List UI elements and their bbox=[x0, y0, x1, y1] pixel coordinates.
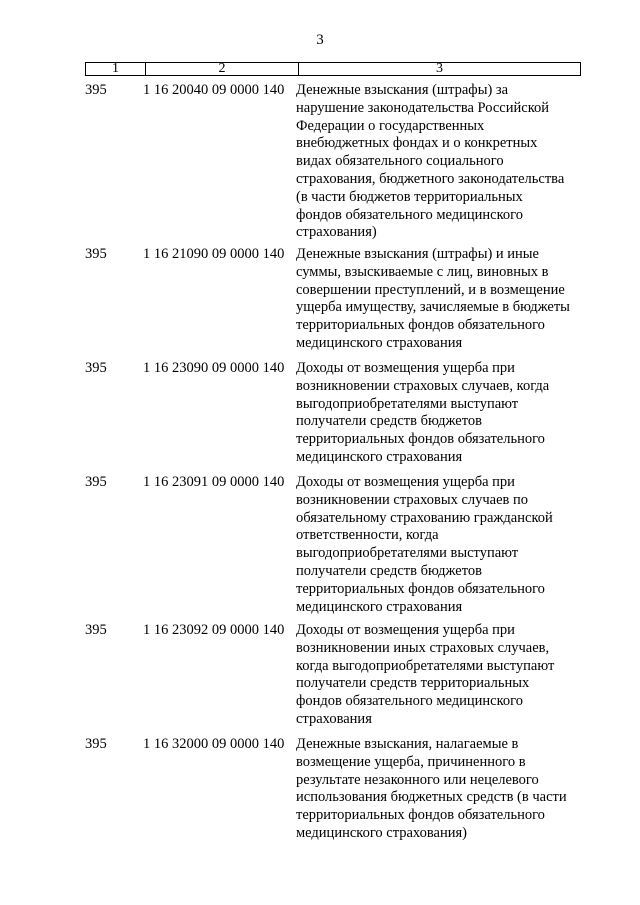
revenue-description bbox=[296, 736, 586, 843]
description-line: результате незаконного или нецелевого bbox=[296, 771, 539, 788]
admin-code: 395 bbox=[85, 474, 107, 490]
description-line: нарушение законодательства Российской bbox=[296, 99, 550, 116]
column-header-row bbox=[85, 62, 581, 76]
description-line: использования бюджетных средств (в части bbox=[296, 789, 567, 806]
description-line: выгодоприобретателями выступают bbox=[296, 545, 519, 562]
description-line: медицинского страхования bbox=[296, 598, 463, 615]
budget-classification-code: 1 16 23092 09 0000 140 bbox=[143, 622, 285, 638]
budget-classification-code: 1 16 32000 09 0000 140 bbox=[143, 736, 285, 752]
admin-code: 395 bbox=[85, 360, 107, 376]
description-line: территориальных фондов обязательного bbox=[296, 317, 545, 334]
description-line: Федерации о государственных bbox=[296, 117, 485, 134]
description-line: территориальных фондов обязательного bbox=[296, 431, 545, 448]
description-line: совершении преступлений, и в возмещение bbox=[296, 281, 565, 298]
description-line: получатели средств бюджетов bbox=[296, 413, 482, 430]
description-line: медицинского страхования) bbox=[296, 824, 467, 841]
description-line: (в части бюджетов территориальных bbox=[296, 188, 523, 205]
description-line: Денежные взыскания, налагаемые в bbox=[296, 736, 519, 752]
description-line: выгодоприобретателями выступают bbox=[296, 395, 519, 412]
description-line: страхования, бюджетного законодательства bbox=[296, 170, 565, 187]
description-line: территориальных фондов обязательного bbox=[296, 580, 545, 597]
description-line: ответственности, когда bbox=[296, 527, 439, 544]
description-line: возмещение ущерба, причиненного в bbox=[296, 753, 526, 770]
description-line: возникновении страховых случаев, когда bbox=[296, 377, 550, 394]
description-line: Денежные взыскания (штрафы) и иные bbox=[296, 246, 539, 262]
description-line: обязательному страхованию гражданской bbox=[296, 509, 553, 526]
revenue-description bbox=[296, 82, 586, 242]
description-line: получатели средств бюджетов bbox=[296, 562, 482, 579]
description-line: территориальных фондов обязательного bbox=[296, 807, 545, 824]
description-line: возникновении страховых случаев по bbox=[296, 491, 529, 508]
description-line: ущерба имуществу, зачисляемые в бюджеты bbox=[296, 299, 570, 316]
budget-classification-code: 1 16 23090 09 0000 140 bbox=[143, 360, 285, 376]
admin-code: 395 bbox=[85, 246, 107, 262]
budget-classification-code: 1 16 20040 09 0000 140 bbox=[143, 82, 285, 98]
description-line: Денежные взыскания (штрафы) за bbox=[296, 82, 509, 98]
description-line: видах обязательного социального bbox=[296, 153, 504, 170]
description-line: когда выгодоприобретателями выступают bbox=[296, 657, 555, 674]
revenue-description bbox=[296, 360, 586, 467]
description-line: страхования bbox=[296, 710, 372, 727]
description-line: получатели средств территориальных bbox=[296, 675, 530, 692]
description-line: Доходы от возмещения ущерба при bbox=[296, 622, 515, 638]
description-line: Доходы от возмещения ущерба при bbox=[296, 360, 515, 376]
admin-code: 395 bbox=[85, 82, 107, 98]
budget-classification-code: 1 16 23091 09 0000 140 bbox=[143, 474, 285, 490]
revenue-description bbox=[296, 622, 586, 729]
page-number: 3 bbox=[316, 32, 324, 48]
description-line: фондов обязательного медицинского bbox=[296, 206, 523, 223]
description-line: внебюджетных фондах и о конкретных bbox=[296, 135, 538, 152]
description-line: Доходы от возмещения ущерба при bbox=[296, 474, 515, 490]
revenue-description bbox=[296, 474, 586, 616]
revenue-description bbox=[296, 246, 586, 353]
column-header-3: 3 bbox=[299, 63, 581, 76]
description-line: суммы, взыскиваемые с лиц, виновных в bbox=[296, 263, 549, 280]
budget-classification-code: 1 16 21090 09 0000 140 bbox=[143, 246, 285, 262]
description-line: фондов обязательного медицинского bbox=[296, 693, 523, 710]
description-line: медицинского страхования bbox=[296, 334, 463, 351]
column-header-2: 2 bbox=[146, 63, 299, 76]
description-line: страхования) bbox=[296, 224, 377, 241]
description-line: медицинского страхования bbox=[296, 448, 463, 465]
admin-code: 395 bbox=[85, 622, 107, 638]
description-line: возникновении иных страховых случаев, bbox=[296, 639, 550, 656]
admin-code: 395 bbox=[85, 736, 107, 752]
column-header-1: 1 bbox=[86, 63, 146, 76]
